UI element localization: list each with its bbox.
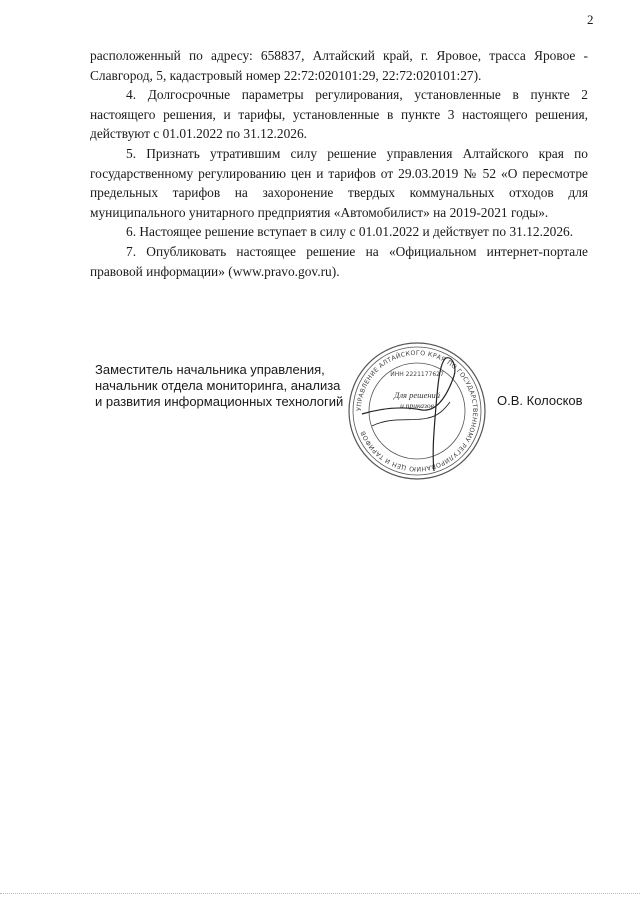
document-body (90, 46, 588, 281)
paragraph-address-continuation: расположенный по адресу: 658837, Алтайский край, г. Яровое, трасса Яровое - Славгород, 5, кадастровый номер 22:72:020101:29, 22:72:020101:27). (90, 48, 588, 83)
seal-graphic (342, 336, 492, 486)
signatory-position (95, 362, 343, 410)
official-seal (342, 336, 492, 491)
seal-center-line-2: и приказов (400, 401, 434, 410)
paragraph-4: 4. Долгосрочные параметры регулирования, установленные в пункте 2 настоящего решения, и тарифы, установленные в пункте 3 настоящего решения, действуют с 01.01.2022 по 31.12.2026. (90, 87, 588, 142)
position-line-2: начальник отдела мониторинга, анализа (95, 378, 341, 393)
seal-ring-text: УПРАВЛЕНИЕ АЛТАЙСКОГО КРАЯ ПО ГОСУДАРСТВЕННОМУ РЕГУЛИРОВАНИЮ ЦЕН И ТАРИФОВ (355, 349, 479, 473)
signatory-name: О.В. Колосков (497, 393, 583, 408)
paragraph-6: 6. Настоящее решение вступает в силу с 01.01.2022 и действует по 31.12.2026. (126, 224, 574, 240)
page-number: 2 (587, 12, 594, 27)
position-line-3: и развития информационных технологий (95, 394, 344, 409)
scan-bottom-border (0, 893, 640, 894)
paragraph-7: 7. Опубликовать настоящее решение на «Официальном интернет-портале правовой информации» (www.pravo.gov.ru). (90, 243, 588, 279)
paragraph-5: 5. Признать утратившим силу решение управления Алтайского края по государственному регулированию цен и тарифов от 29.03.2019 № 52 «О пересмотре предельных тарифов на захоронение твердых коммунальных отходов для муниципального унитарного предприятия «Автомобилист» на 2019-2021 годы». (90, 145, 588, 220)
position-line-1: Заместитель начальника управления, (95, 362, 325, 377)
seal-center-line-1: Для решений (393, 390, 441, 400)
seal-inn: ИНН 2221177627 (390, 371, 444, 378)
